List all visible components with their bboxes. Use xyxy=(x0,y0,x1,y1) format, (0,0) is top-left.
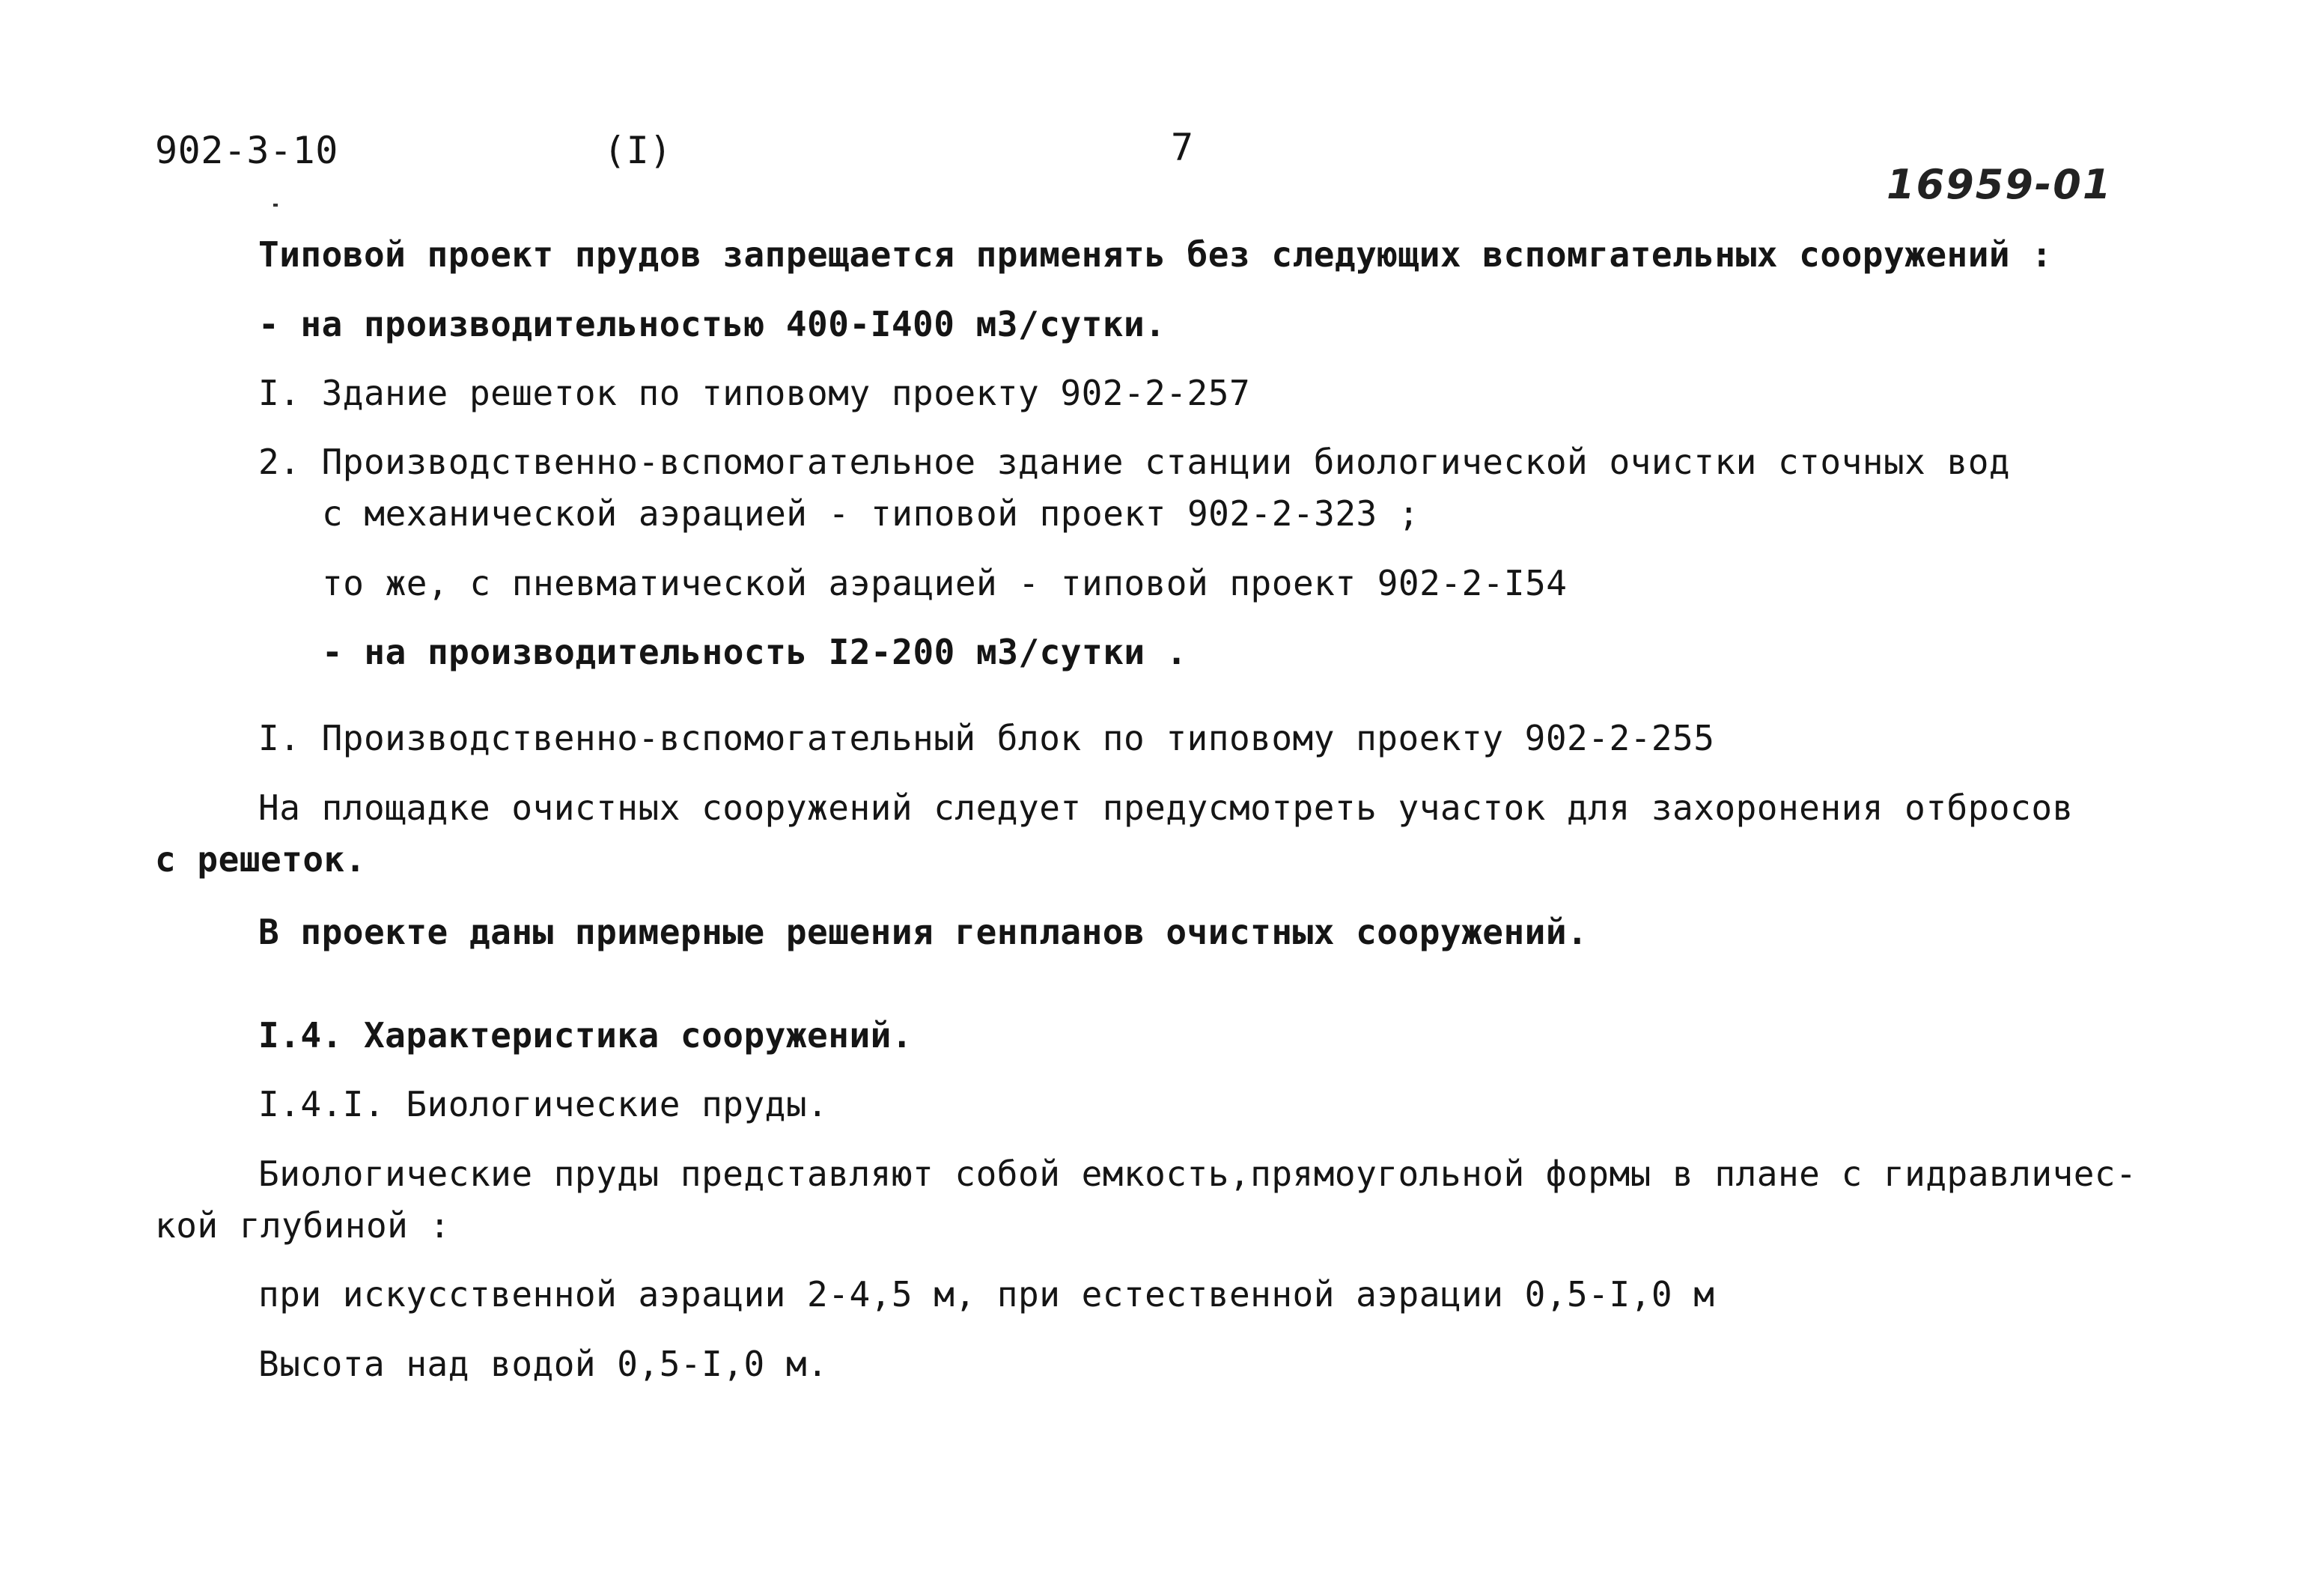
paragraph-site-plans: В проекте даны примерные решения генпланов очистных сооружений. xyxy=(258,912,1589,952)
paragraph-waste-site: На площадке очистных сооружений следует предусмотреть участок для захоронения отбросов xyxy=(258,788,2074,828)
section-heading-1-4-1: I.4.I. Биологические пруды. xyxy=(258,1084,829,1124)
page-number: 7 xyxy=(1171,126,1194,169)
paragraph-freeboard-height: Высота над водой 0,5-I,0 м. xyxy=(258,1344,829,1384)
list-item-auxiliary-building: 2. Производственно-вспомогательное здание станции биологической очистки сточных вод xyxy=(258,442,2011,482)
margin-mark xyxy=(273,204,278,207)
list-item-pneumatic-aeration: то же, с пневматической аэрацией - типовой проект 902-2-I54 xyxy=(322,563,1568,603)
paragraph-waste-site-cont: с решеток. xyxy=(155,839,366,880)
list-item-auxiliary-building-cont: с механической аэрацией - типовой проект 902-2-323 ; xyxy=(322,493,1420,534)
paragraph-aeration-depths: при искусственной аэрации 2-4,5 м, при естественной аэрации 0,5-I,0 м xyxy=(258,1274,1715,1315)
paragraph-ponds-description-cont: кой глубиной : xyxy=(155,1205,451,1246)
capacity-range-2: - на производительность I2-200 м3/сутки . xyxy=(322,632,1187,672)
part-number: (I) xyxy=(603,129,672,172)
section-heading-1-4: I.4. Характеристика сооружений. xyxy=(258,1015,913,1056)
list-item-grate-building: I. Здание решеток по типовому проекту 902-2-257 xyxy=(258,373,1251,413)
inventory-number: 16959-01 xyxy=(1887,161,2113,208)
intro-text: Типовой проект прудов запрещается применять без следующих вспомгательных сооружений : xyxy=(258,234,2053,275)
capacity-range-1: - на производительностью 400-I400 м3/сутки. xyxy=(258,304,1166,344)
doc-code: 902-3-10 xyxy=(155,129,338,172)
list-item-auxiliary-block: I. Производственно-вспомогательный блок по типовому проекту 902-2-255 xyxy=(258,718,1715,758)
paragraph-ponds-description: Биологические пруды представляют собой емкость,прямоугольной формы в плане с гидравличес- xyxy=(258,1154,2137,1194)
